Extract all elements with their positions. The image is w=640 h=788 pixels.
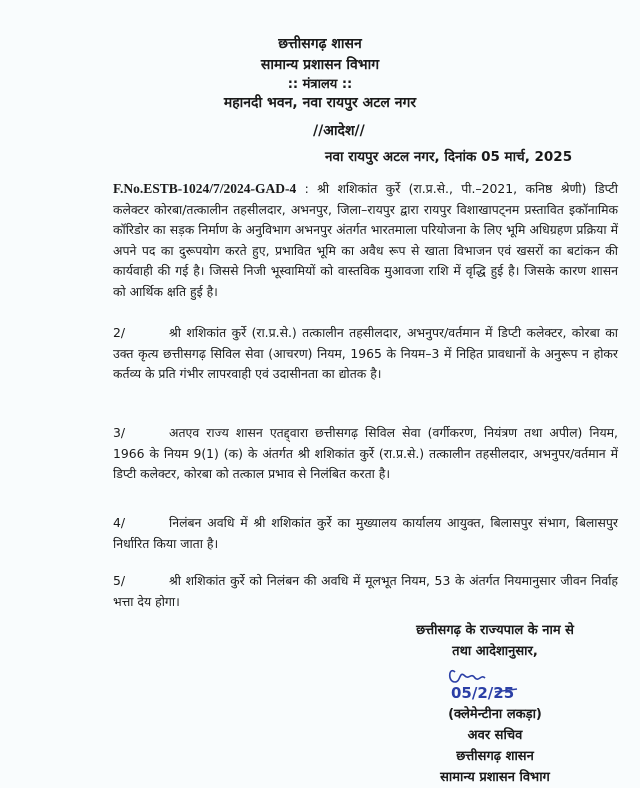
paragraph-2: [113, 323, 618, 385]
handwritten-signature-icon: [445, 662, 545, 704]
letterhead-government: छत्तीसगढ़ शासन: [278, 36, 362, 52]
letterhead-office: :: मंत्रालय ::: [287, 77, 353, 92]
signatory-government: छत्तीसगढ़ शासन: [456, 749, 534, 764]
signature: [360, 662, 630, 704]
letterhead-address: महानदी भवन, नवा रायपुर अटल नगर: [223, 95, 417, 111]
order-line: तथा आदेशानुसार,: [452, 644, 538, 659]
paragraph-5: [113, 571, 618, 612]
paragraph-1: [113, 179, 618, 302]
signature-date: 05/2/25: [451, 684, 515, 702]
paragraph-1-text: : श्री शशिकांत कुर्रे (रा.प्र.से., पी.–2021, कनिष्ठ श्रेणी) डिप्टी कलेक्टर कोरबा/तत्कालीन तहसीलदार, अभनपुर, जिला–रायपुर द्वारा रायपुर विशाखापट्नम प्रस्तावित इकॉनामिक कॉरिडोर का सड़क निर्माण के अनुविभाग अभनपुर अंतर्गत भारतमाला परियोजना के लिए भूमि अधिग्रहण प्रक्रिया में अपने पद का दुरूपयोग करते हुए, प्रभावित भूमि का अवैध रूप से खाता विभाजन एवं खसरों का बटांकन की कार्यवाही की गई है। जिससे निजी भूस्वामियों को वास्तविक मुआवजा राशि में वृद्धि हुई है। जिसके कारण शासन को आर्थिक क्षति हुई है।: [113, 181, 618, 299]
signatory-designation: अवर सचिव: [467, 728, 523, 743]
paragraph-number: 4/: [113, 515, 126, 530]
signature-block: [360, 620, 630, 788]
authority-line: छत्तीसगढ़ के राज्यपाल के नाम से: [416, 623, 574, 638]
signatory-department: सामान्य प्रशासन विभाग: [440, 770, 550, 785]
file-number: F.No.ESTB-1024/7/2024-GAD-4: [113, 181, 297, 196]
order-date-line: नवा रायपुर अटल नगर, दिनांक 05 मार्च, 2025: [325, 149, 573, 165]
paragraph-number: 3/: [113, 425, 126, 440]
paragraph-3: [113, 423, 618, 485]
signatory-name: (क्लेमेन्टीना लकड़ा): [448, 707, 542, 722]
paragraph-4: [113, 513, 618, 554]
order-title: //आदेश//: [313, 123, 365, 139]
paragraph-number: 5/: [113, 573, 126, 588]
paragraph-4-text: निलंबन अवधि में श्री शशिकांत कुर्रे का मुख्यालय कार्यालय आयुक्त, बिलासपुर संभाग, बिलासपुर निर्धारित किया जाता है।: [113, 515, 618, 551]
letterhead-department: सामान्य प्रशासन विभाग: [260, 57, 380, 73]
paragraph-5-text: श्री शशिकांत कुर्रे को निलंबन की अवधि में मूलभूत नियम, 53 के अंतर्गत नियमानुसार जीवन निर्वाह भत्ता देय होगा।: [113, 573, 618, 609]
paragraph-number: 2/: [113, 325, 126, 340]
paragraph-2-text: श्री शशिकांत कुर्रे (रा.प्र.से.) तत्कालीन तहसीलदार, अभनुपर/वर्तमान में डिप्टी कलेक्टर, कोरबा का उक्त कृत्य छत्तीसगढ़ सिविल सेवा (आचरण) नियम, 1965 के नियम–3 में निहित प्रावधानों के अनुरूप न होकर कर्तव्य के प्रति गंभीर लापरवाही एवं उदासीनता का द्योतक है।: [113, 325, 618, 381]
paragraph-3-text: अतएव राज्य शासन एतद्द्वारा छत्तीसगढ़ सिविल सेवा (वर्गीकरण, नियंत्रण तथा अपील) नियम, 1966 के नियम 9(1) (क) के अंतर्गत श्री शशिकांत कुर्रे (रा.प्र.से.) तत्कालीन तहसीलदार, अभनुपर/वर्तमान में डिप्टी कलेक्टर, कोरबा को तत्काल प्रभाव से निलंबित करता है।: [113, 425, 618, 481]
